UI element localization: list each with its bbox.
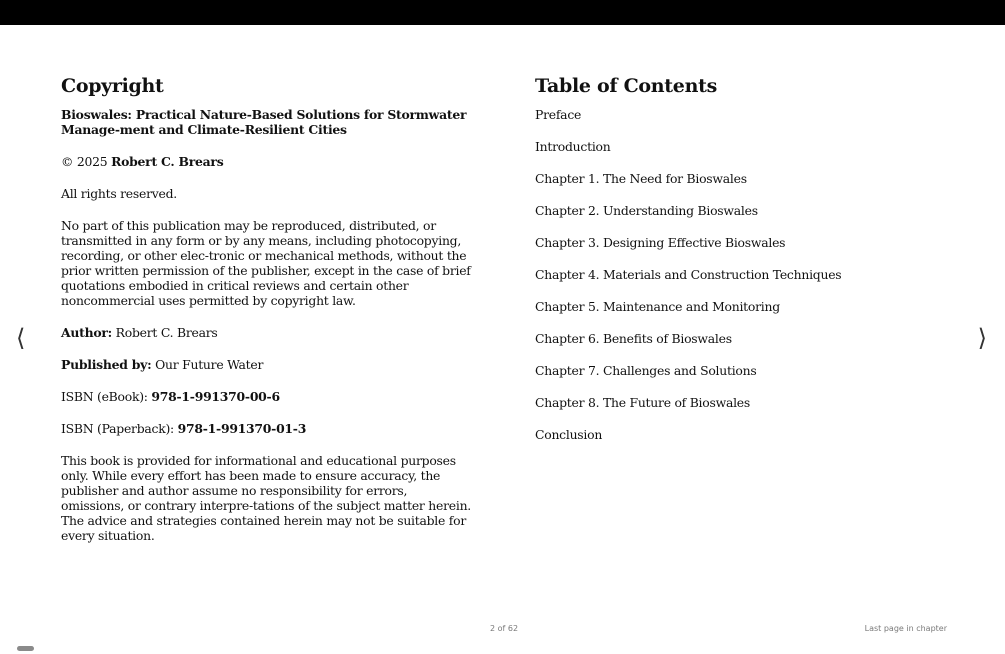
next-page-icon[interactable]: ⟩ [977, 324, 987, 352]
toc-page [535, 75, 945, 459]
toc-item-chapter-2[interactable]: Chapter 2. Understanding Bioswales [535, 203, 758, 218]
toc-item-chapter-8[interactable]: Chapter 8. The Future of Bioswales [535, 395, 750, 410]
author-line: Author: Robert C. Brears [61, 325, 218, 340]
isbn-ebook: ISBN (eBook): 978-1-991370-00-6 [61, 389, 280, 404]
publisher-line: Published by: Our Future Water [61, 357, 264, 372]
page-count: 2 of 62 [490, 624, 519, 633]
toc-item-introduction[interactable]: Introduction [535, 139, 611, 154]
toc-item-chapter-3[interactable]: Chapter 3. Designing Effective Bioswales [535, 235, 786, 250]
book-title: Bioswales: Practical Nature-Based Solutions for Stormwater Manage-ment and Climate-Resilient Cities [61, 107, 467, 137]
previous-page-icon[interactable]: ⟨ [16, 324, 26, 352]
toc-item-chapter-5[interactable]: Chapter 5. Maintenance and Monitoring [535, 299, 780, 314]
copyright-heading: Copyright [61, 75, 164, 97]
copyright-line: © 2025 Robert C. Brears [61, 154, 224, 169]
toc-item-chapter-4[interactable]: Chapter 4. Materials and Construction Techniques [535, 267, 842, 282]
toc-item-chapter-6[interactable]: Chapter 6. Benefits of Bioswales [535, 331, 732, 346]
chapter-status: Last page in chapter [864, 624, 947, 633]
scroll-handle[interactable] [17, 646, 34, 651]
top-bar [0, 0, 1005, 25]
rights-statement: All rights reserved. [61, 186, 177, 201]
toc-heading: Table of Contents [535, 75, 717, 97]
copyright-page [61, 75, 471, 560]
reproduction-notice: No part of this publication may be reproduced, distributed, or transmitted in any form or by any means, including photocopying, recording, or other elec-tronic or mechanical methods, without the prior written permission of the publisher, except in the case of brief quotations embodied in critical reviews and certain other noncommercial uses permitted by copyright law. [61, 218, 471, 308]
isbn-paperback: ISBN (Paperback): 978-1-991370-01-3 [61, 421, 307, 436]
disclaimer: This book is provided for informational and educational purposes only. While every effort has been made to ensure accuracy, the publisher and author assume no responsibility for errors, omissions, or contrary interpre-tations of the subject matter herein. The advice and strategies contained herein may not be suitable for every situation. [61, 453, 471, 543]
toc-item-chapter-7[interactable]: Chapter 7. Challenges and Solutions [535, 363, 757, 378]
toc-item-chapter-1[interactable]: Chapter 1. The Need for Bioswales [535, 171, 747, 186]
toc-item-preface[interactable]: Preface [535, 107, 582, 122]
toc-item-conclusion[interactable]: Conclusion [535, 427, 603, 442]
